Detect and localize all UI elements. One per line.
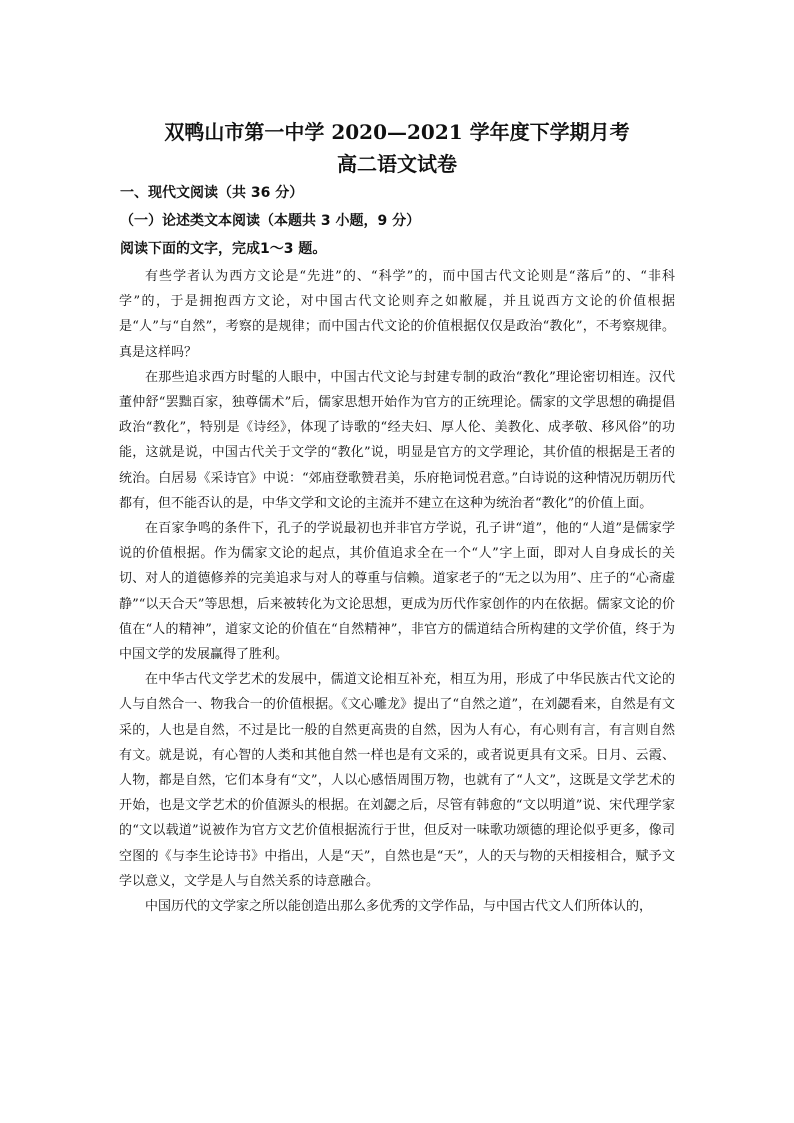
paragraph: 在那些追求西方时髦的人眼中，中国古代文论与封建专制的政治“教化”理论密切相连。汉代董仲舒“罢黜百家，独尊儒术”后，儒家思想开始作为官方的正统理论。儒家的文学思想的确提倡政治“教化”，特别是《诗经》，体现了诗歌的“经夫妇、厚人伦、美教化、成孝敬、移风俗”的功能，这就是说，中国古代关于文学的“教化”说，明显是官方的文学理论，其价值的根据是王者的统治。白居易《采诗官》中说：“郊庙登歌赞君美，乐府艳词悦君意。”白诗说的这种情况历朝历代都有，但不能否认的是，中华文学和文论的主流并不建立在这种为统治者“教化”的价值上面。 bbox=[119, 369, 675, 511]
passage-body bbox=[119, 264, 675, 919]
reading-instruction: 阅读下面的文字，完成1～3 题。 bbox=[120, 241, 327, 257]
subsection-heading: （一）论述类文本阅读（本题共 3 小题，9 分） bbox=[120, 213, 421, 229]
exam-subtitle: 高二语文试卷 bbox=[337, 152, 457, 176]
paragraph: 在百家争鸣的条件下，孔子的学说最初也并非官方学说，孔子讲“道”，他的“人道”是儒家学说的价值根据。作为儒家文论的起点，其价值追求全在一个“人”字上面，即对人自身成长的关切、对人的道德修养的完美追求与对人的尊重与信赖。道家老子的“无之以为用”、庄子的“心斋虚静”“以天合天”等思想，后来被转化为文论思想，更成为历代作家创作的内在依据。儒家文论的价值在“人的精神”，道家文论的价值在“自然精神”，非官方的儒道结合所构建的文学价值，终于为中国文学的发展赢得了胜利。 bbox=[119, 521, 675, 663]
exam-title: 双鸭山市第一中学 2020—2021 学年度下学期月考 bbox=[164, 120, 630, 144]
paragraph: 在中华古代文学艺术的发展中，儒道文论相互补充，相互为用，形成了中华民族古代文论的人与自然合一、物我合一的价值根据。《文心雕龙》提出了“自然之道”，在刘勰看来，自然是有文采的，人也是自然，不过是比一般的自然更高贵的自然，因为人有心，有心则有言，有言则自然有文。就是说，有心智的人类和其他自然一样也是有文采的，或者说更具有文采。日月、云霞、人物，都是自然，它们本身有“文”，人以心感悟周围万物，也就有了“人文”，这既是文学艺术的开始，也是文学艺术的价值源头的根据。在刘勰之后，尽管有韩愈的“文以明道”说、宋代理学家的“文以载道”说被作为官方文艺价值根据流行于世，但反对一味歌功颂德的理论似乎更多，像司空图的《与李生论诗书》中指出，人是“天”，自然也是“天”，人的天与物的天相接相合，赋予文学以意义，文学是人与自然关系的诗意融合。 bbox=[119, 672, 675, 889]
paragraph: 中国历代的文学家之所以能创造出那么多优秀的文学作品，与中国古代文人们所体认的， bbox=[145, 899, 653, 915]
paragraph: 有些学者认为西方文论是“先进”的、“科学”的，而中国古代文论则是“落后”的、“非科学”的，于是拥抱西方文论，对中国古代文论则弃之如敝屣，并且说西方文论的价值根据是“人”与“自然”，考察的是规律；而中国古代文论的价值根据仅仅是政治“教化”，不考察规律。真是这样吗？ bbox=[119, 269, 675, 360]
section-heading: 一、现代文阅读（共 36 分） bbox=[120, 185, 304, 201]
